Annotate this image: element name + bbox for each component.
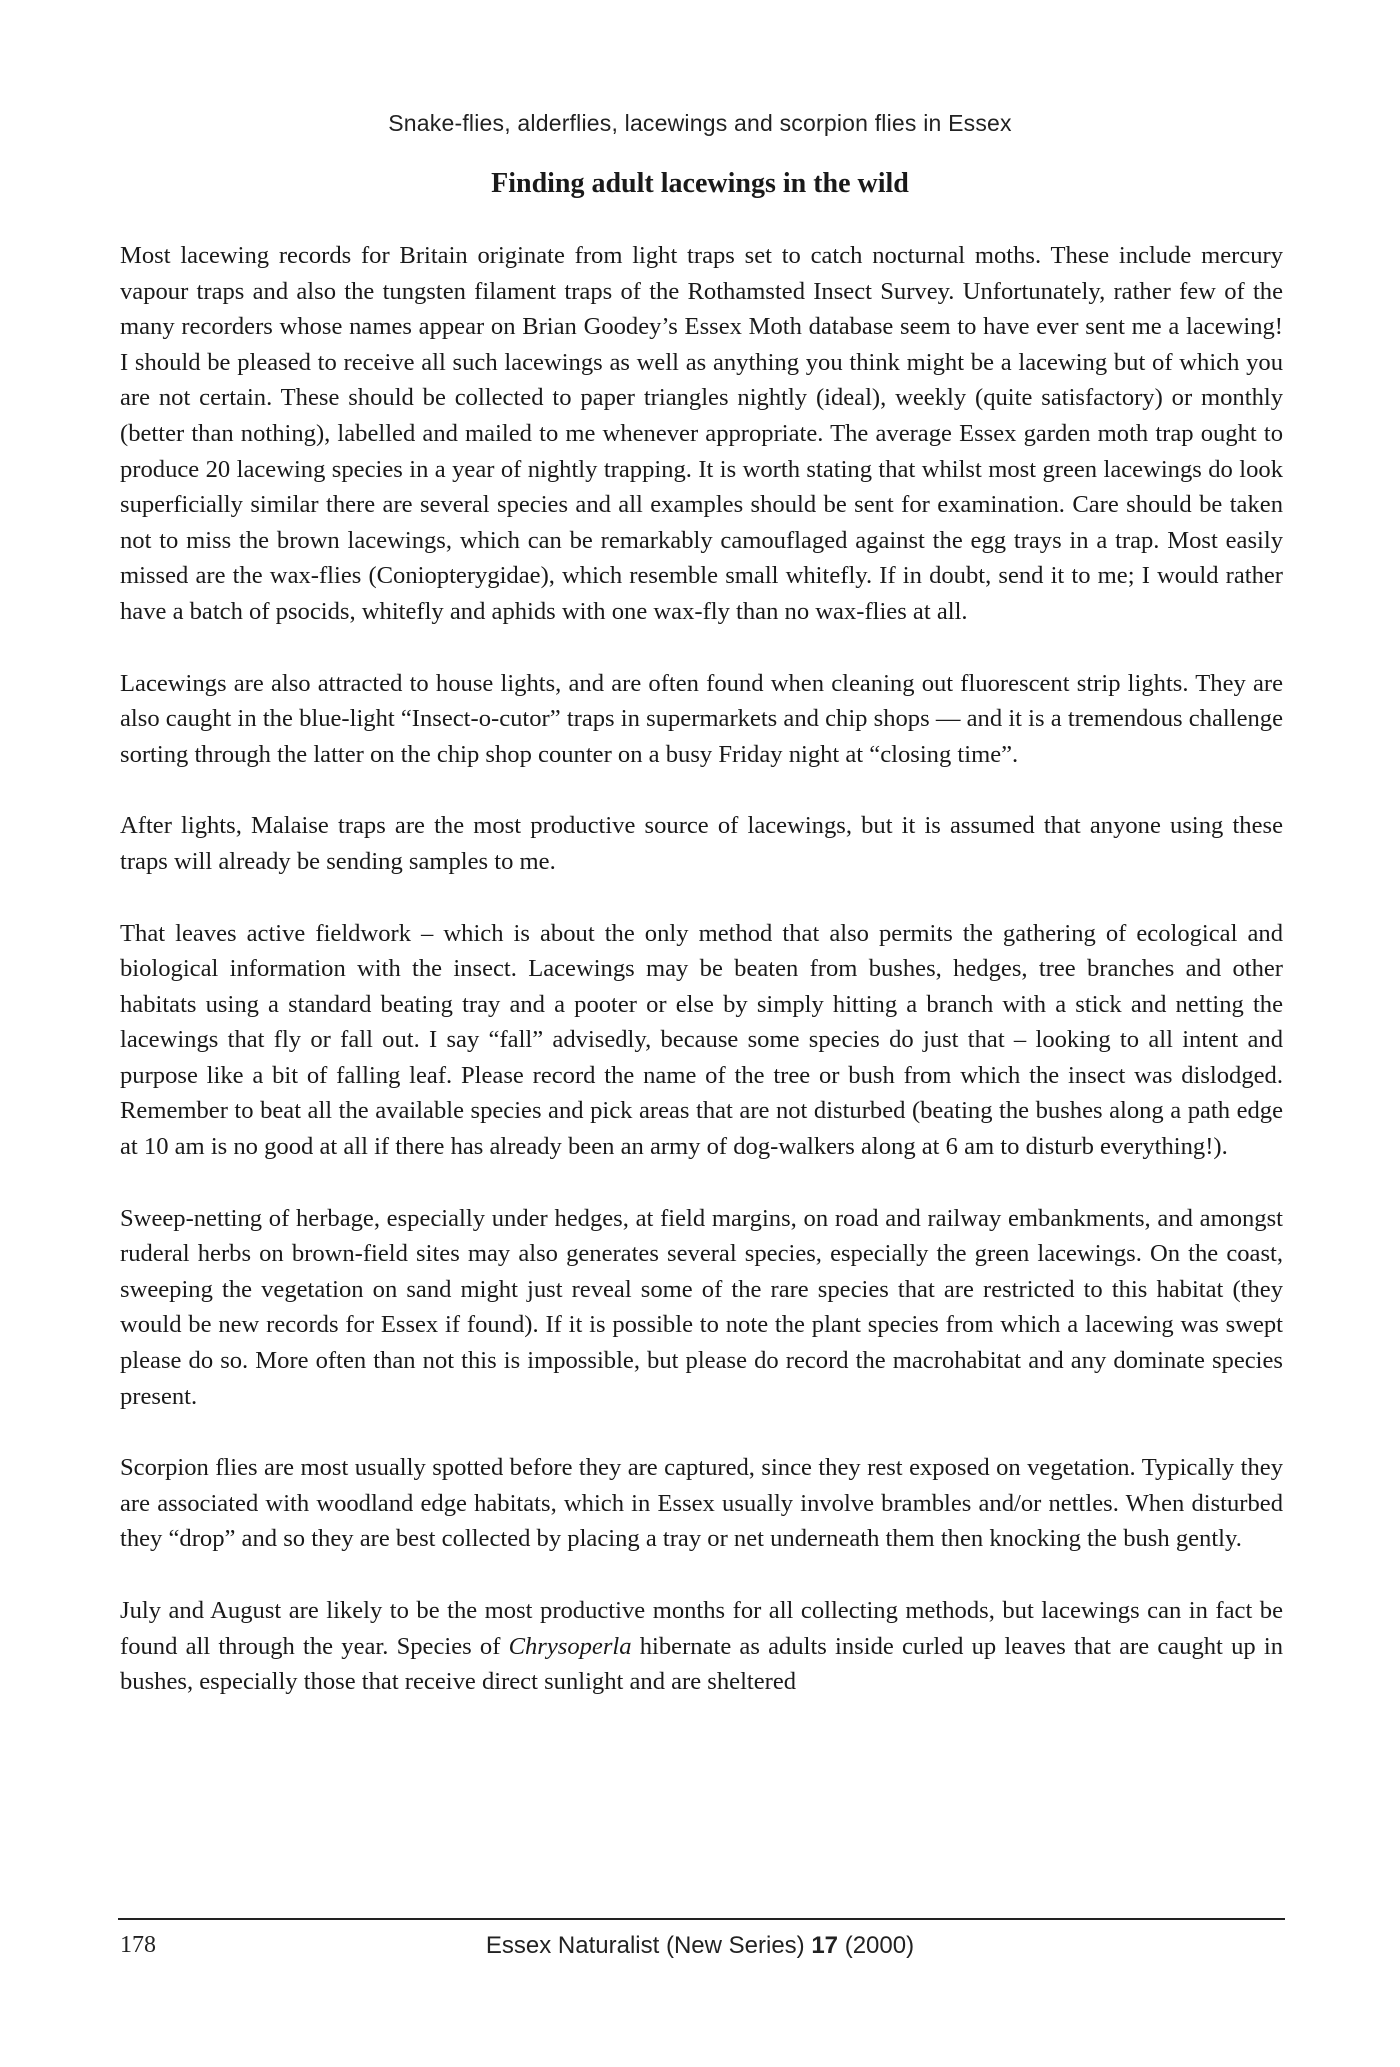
paragraph-text: July and August are likely to be the most productive months for all collecting methods, but lacewings can in fact be found all through the year. Species of [120,1597,1283,1660]
running-head: Snake-flies, alderflies, lacewings and scorpion flies in Essex [388,110,1012,136]
paragraph: Scorpion flies are most usually spotted before they are captured, since they rest exposed on vegetation. Typically they are associated with woodland edge habitats, which in Essex usually involve brambles and/or nettles. When disturbed they “drop” and so they are best collected by placing a tray or net underneath them then knocking the bush gently. [120,1454,1283,1553]
paragraph-last [120,1593,1283,1700]
paragraph: That leaves active fieldwork – which is about the only method that also permits the gathering of ecological and biological information with the insect. Lacewings may be beaten from bushes, hedges, tree branches and other habitats using a standard beating tray and a pooter or else by simply hitting a branch with a stick and netting the lacewings that fly or fall out. I say “fall” advisedly, because some species do just that – looking to all intent and purpose like a bit of falling leaf. Please record the name of the tree or bush from which the insect was dislodged. Remember to beat all the available species and pick areas that are not disturbed (beating the bushes along a path edge at 10 am is no good at all if there has already been an army of dog-walkers along at 6 am to disturb everything!). [120,919,1283,1161]
journal-volume: 17 [811,1932,839,1959]
page-number: 178 [120,1932,156,1958]
paragraph-text: hibernate as adults inside curled up leaves that are caught up in bushes, especially those that receive direct sunlight and are sheltered [120,1632,1283,1696]
journal-year: (2000) [844,1932,915,1959]
body-text [120,238,1283,1736]
journal-name: Essex Naturalist (New Series) [485,1932,805,1959]
paragraph: Most lacewing records for Britain originate from light traps set to catch nocturnal moths. These include mercury vapour traps and also the tungsten filament traps of the Rothamsted Insect Survey. Unfortunately, rather few of the many recorders whose names appear on Brian Goodey’s Essex Moth database seem to have ever sent me a lacewing! I should be pleased to receive all such lacewings as well as anything you think might be a lacewing but of which you are not certain. These should be collected to paper triangles nightly (ideal), weekly (quite satisfactory) or monthly (better than nothing), labelled and mailed to me whenever appropriate. The average Essex garden moth trap ought to produce 20 lacewing species in a year of nightly trapping. It is worth stating that whilst most green lacewings do look superficially similar there are several species and all examples should be sent for examination. Care should be taken not to miss the brown lacewings, which can be remarkably camouflaged against the egg trays in a trap. Most easily missed are the wax-flies (Coniopterygidae), which resemble small whitefly. If in doubt, send it to me; I would rather have a batch of psocids, whitefly and aphids with one wax-fly than no wax-flies at all. [120,242,1283,625]
footer-rule [118,1918,1285,1920]
section-title: Finding adult lacewings in the wild [491,168,909,199]
paragraph: Lacewings are also attracted to house lights, and are often found when cleaning out fluorescent strip lights. They are also caught in the blue-light “Insect-o-cutor” traps in supermarkets and chip shops — and it is a tremendous challenge sorting through the latter on the chip shop counter on a busy Friday night at “closing time”. [120,669,1283,768]
paragraph: Sweep-netting of herbage, especially under hedges, at field margins, on road and railway embankments, and amongst ruderal herbs on brown-field sites may also generates several species, especially the green lacewings. On the coast, sweeping the vegetation on sand might just reveal some of the rare species that are restricted to this habitat (they would be new records for Essex if found). If it is possible to note the plant species from which a lacewing was swept please do so. More often than not this is impossible, but please do record the macrohabitat and any dominate species present. [120,1204,1283,1410]
journal-citation [0,1932,1400,1960]
genus-name: Chrysoperla [508,1632,632,1660]
paragraph: After lights, Malaise traps are the most productive source of lacewings, but it is assumed that anyone using these traps will already be sending samples to me. [120,812,1283,875]
